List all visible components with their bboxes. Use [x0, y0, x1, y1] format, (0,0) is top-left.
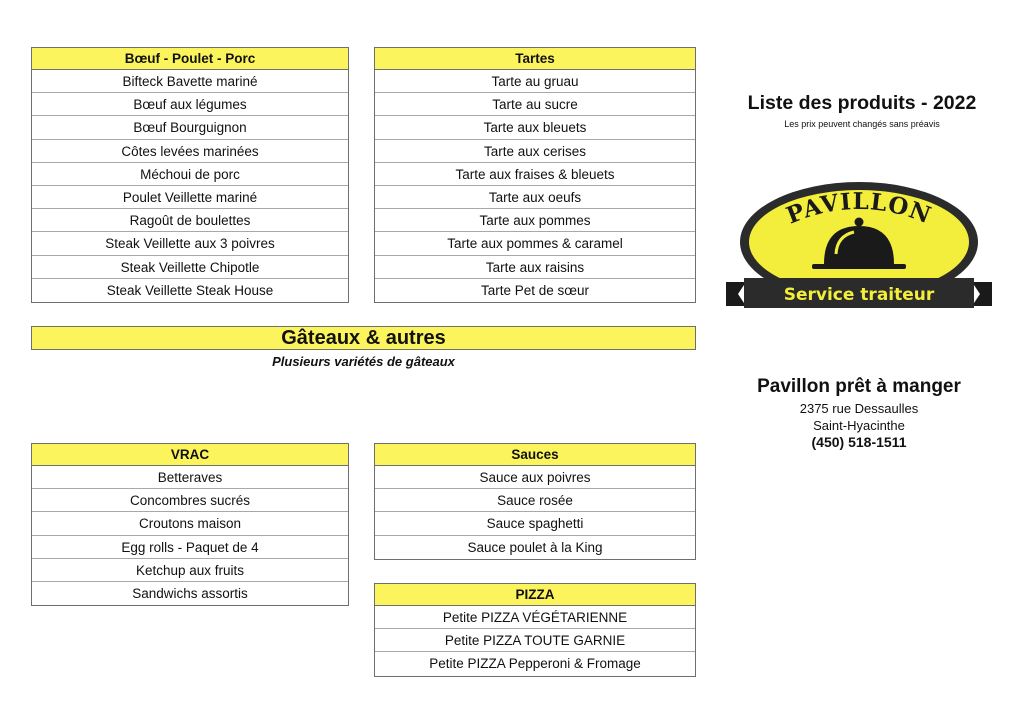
table-row: Petite PIZZA Pepperoni & Fromage — [429, 656, 641, 672]
table-pizza — [374, 583, 696, 677]
table-row: Steak Veillette Steak House — [106, 282, 274, 298]
table-row: Ketchup aux fruits — [32, 559, 348, 582]
table-row: Tarte aux pommes — [375, 209, 695, 232]
table-row: Petite PIZZA VÉGÉTARIENNE — [375, 606, 695, 629]
table-row: Bœuf aux légumes — [32, 93, 348, 116]
phone-number: (450) 518-1511 — [811, 434, 907, 450]
table-row: Tarte Pet de sœur — [480, 282, 590, 298]
table-header: Bœuf - Poulet - Porc — [32, 48, 348, 70]
table-row: Poulet Veillette mariné — [32, 186, 348, 209]
table-header: VRAC — [32, 444, 348, 466]
table-row: Petite PIZZA TOUTE GARNIE — [375, 629, 695, 652]
table-vrac — [31, 443, 349, 606]
table-row: Tarte au sucre — [375, 93, 695, 116]
table-row: Croutons maison — [32, 512, 348, 535]
table-row: Tarte aux oeufs — [375, 186, 695, 209]
page-title: Liste des produits - 2022 — [747, 92, 977, 114]
table-row: Tarte aux bleuets — [375, 116, 695, 139]
gateaux-subtitle: Plusieurs variétés de gâteaux — [272, 354, 455, 369]
table-row: Tarte aux pommes & caramel — [375, 232, 695, 255]
gateaux-heading: Gâteaux & autres — [31, 326, 696, 350]
table-row: Steak Veillette Chipotle — [32, 256, 348, 279]
table-row: Côtes levées marinées — [32, 140, 348, 163]
company-name: Pavillon prêt à manger — [757, 376, 961, 397]
table-row: Egg rolls - Paquet de 4 — [32, 536, 348, 559]
table-row: Sandwichs assortis — [132, 585, 248, 601]
table-row: Bœuf Bourguignon — [32, 116, 348, 139]
table-row: Sauce aux poivres — [375, 466, 695, 489]
table-row: Tarte aux raisins — [375, 256, 695, 279]
table-row: Ragoût de boulettes — [32, 209, 348, 232]
table-row: Steak Veillette aux 3 poivres — [32, 232, 348, 255]
table-row: Sauce spaghetti — [375, 512, 695, 535]
table-row: Sauce poulet à la King — [467, 539, 603, 555]
table-row: Méchoui de porc — [32, 163, 348, 186]
table-header: PIZZA — [375, 584, 695, 606]
table-row: Sauce rosée — [375, 489, 695, 512]
table-row: Bifteck Bavette mariné — [32, 70, 348, 93]
table-header: Sauces — [375, 444, 695, 466]
table-tartes — [374, 47, 696, 303]
table-row: Concombres sucrés — [32, 489, 348, 512]
address-street: 2375 rue Dessaulles — [799, 401, 919, 416]
logo-tagline: Service traiteur — [783, 285, 935, 305]
table-row: Tarte au gruau — [375, 70, 695, 93]
table-header: Tartes — [375, 48, 695, 70]
table-row: Tarte aux cerises — [375, 140, 695, 163]
table-boeuf-poulet-porc — [31, 47, 349, 303]
pavillon-logo — [724, 178, 994, 328]
page-subtitle: Les prix peuvent changés sans préavis — [784, 119, 940, 129]
table-sauces — [374, 443, 696, 560]
address-city: Saint-Hyacinthe — [813, 418, 905, 433]
table-row: Tarte aux fraises & bleuets — [375, 163, 695, 186]
table-row: Betteraves — [32, 466, 348, 489]
logo-name: PAVILLON — [782, 187, 936, 230]
